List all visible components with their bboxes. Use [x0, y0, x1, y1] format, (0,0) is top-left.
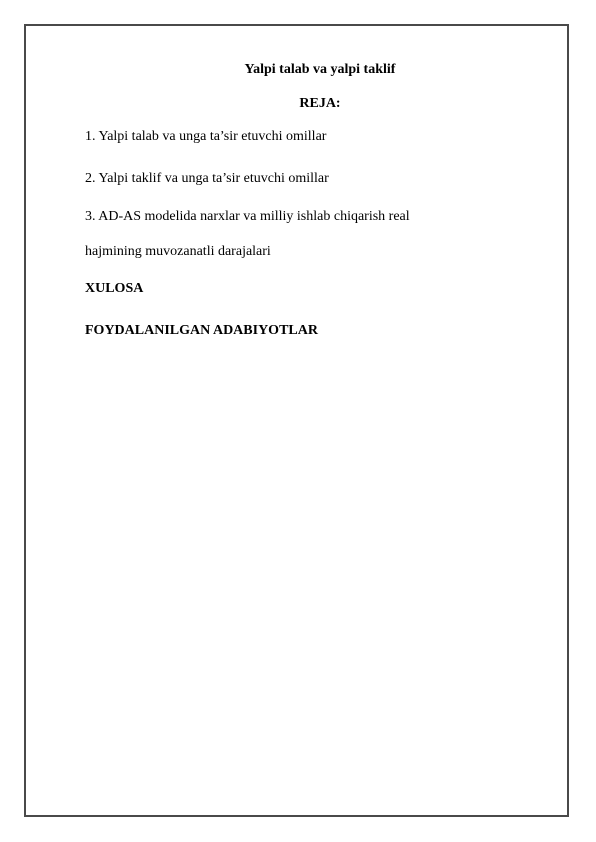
conclusion-heading: XULOSA: [85, 281, 144, 296]
plan-item-3: 3. AD-AS modelida narxlar va milliy ishlab chiqarish real: [85, 209, 410, 224]
plan-item-3-continuation: hajmining muvozanatli darajalari: [85, 244, 271, 259]
references-heading: FOYDALANILGAN ADABIYOTLAR: [85, 323, 318, 338]
plan-heading: REJA:: [299, 96, 341, 111]
plan-item-2: 2. Yalpi taklif va unga ta’sir etuvchi omillar: [85, 171, 329, 186]
plan-item-1: 1. Yalpi talab va unga ta’sir etuvchi omillar: [85, 129, 327, 144]
document-title: Yalpi talab va yalpi taklif: [244, 62, 396, 77]
